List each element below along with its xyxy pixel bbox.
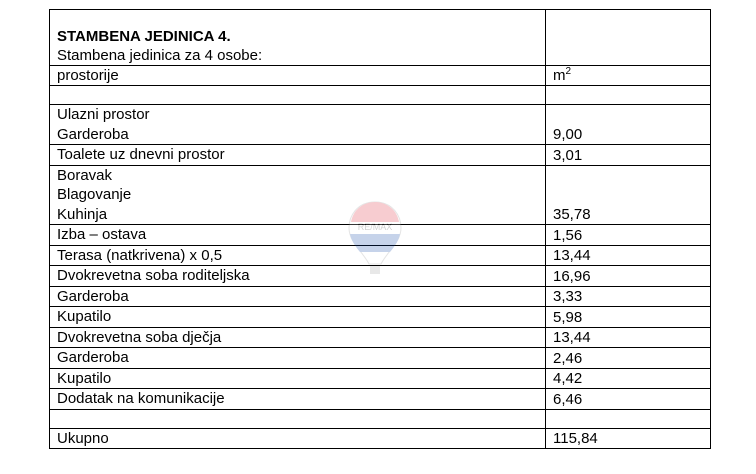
room-name-cell xyxy=(50,327,546,348)
total-value: 115,84 xyxy=(546,428,711,448)
room-name: Dodatak na komunikacije xyxy=(57,390,225,407)
room-name: Boravak xyxy=(57,166,113,184)
area-unit: m xyxy=(553,67,566,84)
room-name: Kupatilo xyxy=(57,369,112,387)
room-name: Garderoba xyxy=(57,125,129,143)
table-row xyxy=(50,286,711,307)
room-name: Kuhinja xyxy=(57,205,108,223)
room-name-cell xyxy=(50,368,546,389)
room-name: Blagovanje xyxy=(57,186,132,203)
room-name-cell xyxy=(50,105,546,145)
room-name: Ulazni prostor xyxy=(57,106,150,123)
table-row xyxy=(50,225,711,246)
room-area-value: 3,01 xyxy=(546,145,711,166)
unit-title: STAMBENA JEDINICA 4. xyxy=(57,28,231,45)
room-name: Dvokrevetna soba roditeljska xyxy=(57,267,250,284)
table-row xyxy=(50,368,711,389)
column-header-area xyxy=(546,66,711,86)
area-table xyxy=(49,9,711,449)
room-area-value: 2,46 xyxy=(546,348,711,369)
room-area-value: 1,56 xyxy=(546,225,711,246)
column-header-room: prostorije xyxy=(50,66,546,86)
room-name-cell xyxy=(50,307,546,328)
watermark-text: RE/MAX xyxy=(357,222,393,232)
room-name-cell xyxy=(50,389,546,410)
room-area-value: 13,44 xyxy=(546,245,711,266)
table-row xyxy=(50,145,711,166)
room-area-value: 9,00 xyxy=(546,105,711,145)
blank-cell xyxy=(50,86,546,105)
blank-cell xyxy=(546,86,711,105)
room-name: Garderoba xyxy=(57,287,129,305)
room-area-value: 6,46 xyxy=(546,389,711,410)
table-row xyxy=(50,348,711,369)
room-name-cell xyxy=(50,348,546,369)
room-name-cell xyxy=(50,145,546,166)
total-label: Ukupno xyxy=(50,428,546,448)
table-row xyxy=(50,245,711,266)
blank-cell xyxy=(50,409,546,428)
header-row xyxy=(50,10,711,66)
total-row xyxy=(50,428,711,448)
table-row xyxy=(50,307,711,328)
table-row xyxy=(50,327,711,348)
room-name: Terasa (natkrivena) x 0,5 xyxy=(57,246,223,264)
room-name-cell xyxy=(50,245,546,266)
room-area-value: 35,78 xyxy=(546,165,711,225)
column-header-row xyxy=(50,66,711,86)
room-name: Garderoba xyxy=(57,349,129,366)
table-row xyxy=(50,165,711,225)
table-row xyxy=(50,389,711,410)
room-area-value: 5,98 xyxy=(546,307,711,328)
room-name: Dvokrevetna soba dječja xyxy=(57,328,222,346)
table-row xyxy=(50,266,711,287)
blank-cell xyxy=(546,409,711,428)
blank-row xyxy=(50,86,711,105)
room-name-cell xyxy=(50,286,546,307)
room-name: Toalete uz dnevni prostor xyxy=(57,146,225,163)
room-name-cell xyxy=(50,225,546,246)
room-area-value: 4,42 xyxy=(546,368,711,389)
room-area-value: 3,33 xyxy=(546,286,711,307)
room-name-cell xyxy=(50,266,546,287)
unit-subtitle: Stambena jedinica za 4 osobe: xyxy=(57,47,263,64)
area-unit-exponent: 2 xyxy=(565,66,572,77)
header-cell xyxy=(50,10,546,66)
room-name: Izba – ostava xyxy=(57,226,147,243)
table-row xyxy=(50,105,711,145)
blank-row xyxy=(50,409,711,428)
room-area-value: 16,96 xyxy=(546,266,711,287)
room-name: Kupatilo xyxy=(57,308,112,325)
room-name-cell xyxy=(50,165,546,225)
room-area-value: 13,44 xyxy=(546,327,711,348)
header-empty-cell xyxy=(546,10,711,66)
